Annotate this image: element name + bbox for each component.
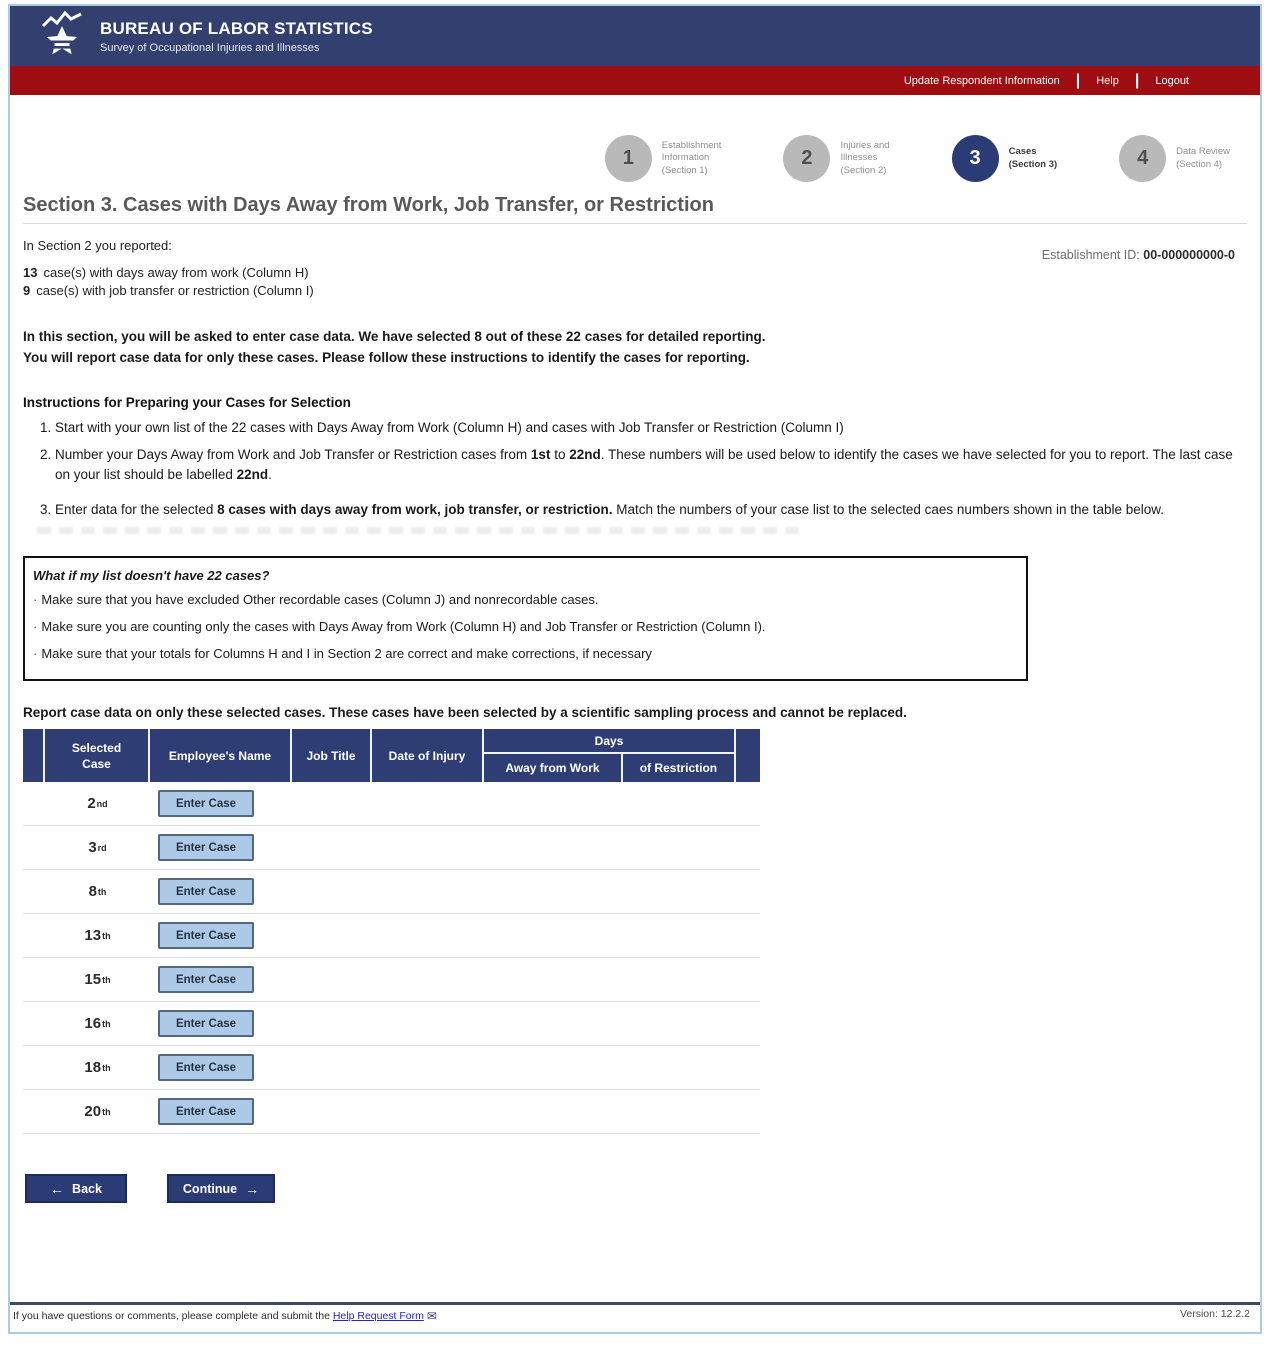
top-nav-bar [10, 66, 1260, 95]
column-header-of-restriction: of Restriction [639, 761, 718, 776]
progress-steps [10, 135, 1230, 182]
column-header-date-of-injury: Date of Injury [372, 729, 484, 782]
column-group-days [484, 729, 736, 782]
selected-case-ordinal: 3 rd [88, 839, 107, 857]
application-window [8, 4, 1262, 1334]
help-link[interactable]: Help [1096, 74, 1119, 87]
faq-bullet-3: · Make sure that your totals for Columns H and I in Section 2 are correct and make corrections, if necessary [33, 645, 1014, 663]
enter-case-button[interactable]: Enter Case [158, 878, 254, 905]
help-request-form-link[interactable]: Help Request Form [332, 1310, 424, 1322]
version-label: Version: 12.2.2 [1179, 1308, 1250, 1320]
faq-box [23, 556, 1028, 682]
enter-case-button[interactable]: Enter Case [158, 1098, 254, 1125]
instruction-item-1: 1. Start with your own list of the 22 cases with Days Away from Work (Column H) and cases with Job Transfer or Restriction (Column I) [55, 418, 1247, 438]
footer-help-text: If you have questions or comments, please complete and submit the Help Request Form ✉ [13, 1309, 437, 1323]
step-data-review[interactable] [1119, 135, 1230, 182]
column-header-employee-name: Employee's Name [150, 729, 292, 782]
step-injuries-illnesses[interactable] [783, 135, 889, 182]
selected-case-ordinal: 15 th [84, 971, 111, 989]
column-header-away-from-work: Away from Work [484, 754, 623, 782]
enter-case-button[interactable]: Enter Case [158, 834, 254, 861]
selected-case-ordinal: 2 nd [87, 795, 108, 813]
bls-star-logo-icon [40, 10, 86, 62]
section-intro-paragraph: In this section, you will be asked to enter case data. We have selected 8 out of these 22 cases for detailed reporting. You will report case data for only these cases. Please follow these instructions to identify the cases for reporting. [23, 329, 766, 365]
back-button[interactable]: ← Back [25, 1174, 127, 1203]
instructions-list [41, 418, 1247, 520]
step-3-label: Cases (Section 3) [1008, 146, 1058, 170]
section2-summary [23, 238, 314, 301]
app-title: BUREAU OF LABOR STATISTICS [100, 18, 373, 38]
selected-cases-table [23, 729, 760, 1134]
faq-question: What if my list doesn't have 22 cases? [33, 567, 270, 583]
enter-case-button[interactable]: Enter Case [158, 922, 254, 949]
table-row [23, 914, 760, 958]
selected-case-ordinal: 18 th [84, 1059, 111, 1077]
job-transfer-count-line: 9 case(s) with job transfer or restriction (Column I) [23, 283, 314, 298]
instructions-heading: Instructions for Preparing your Cases for Selection [23, 394, 351, 410]
page-footer [10, 1302, 1260, 1332]
envelope-icon: ✉ [426, 1309, 437, 1323]
enter-case-button[interactable]: Enter Case [158, 1010, 254, 1037]
faq-bullet-2: · Make sure you are counting only the cases with Days Away from Work (Column H) and Job Transfer or Restriction (Column I). [33, 618, 1014, 636]
step-establishment-information[interactable] [605, 135, 722, 182]
table-row [23, 870, 760, 914]
selected-case-ordinal: 20 th [84, 1103, 111, 1121]
table-row [23, 1002, 760, 1046]
step-cases-current[interactable] [952, 135, 1058, 182]
days-away-count-line: 13 case(s) with days away from work (Column H) [23, 265, 309, 280]
report-note: Report case data on only these selected cases. These cases have been selected by a scientific sampling process and cannot be replaced. [23, 705, 907, 721]
step-1-circle: 1 [605, 135, 652, 182]
table-row [23, 1090, 760, 1134]
header-left-spacer [23, 729, 45, 782]
step-3-circle: 3 [952, 135, 999, 182]
column-header-days: Days [484, 729, 734, 754]
continue-button[interactable]: Continue → [167, 1174, 275, 1203]
enter-case-button[interactable]: Enter Case [158, 1054, 254, 1081]
table-row [23, 958, 760, 1002]
blurred-text-artifact [37, 527, 807, 534]
establishment-id: Establishment ID: 00-000000000-0 [1041, 248, 1235, 262]
table-row [23, 782, 760, 826]
step-2-label: Injuries and Illnesses (Section 2) [840, 139, 890, 176]
column-header-job-title: Job Title [292, 729, 372, 782]
faq-bullet-1: · Make sure that you have excluded Other recordable cases (Column J) and nonrecordable cases. [33, 591, 1014, 609]
page-title: Section 3. Cases with Days Away from Work, Job Transfer, or Restriction [23, 194, 1247, 224]
header-right-spacer [736, 729, 760, 782]
step-4-label: Data Review (Section 4) [1176, 146, 1230, 170]
back-arrow-icon: ← [50, 1180, 65, 1197]
logout-link[interactable]: Logout [1155, 74, 1189, 87]
enter-case-button[interactable]: Enter Case [158, 790, 254, 817]
column-header-selected-case: Selected Case [45, 729, 150, 782]
selected-case-ordinal: 16 th [84, 1015, 111, 1033]
selected-case-ordinal: 13 th [84, 927, 111, 945]
table-header [23, 729, 760, 782]
instruction-item-3: 3. Enter data for the selected 8 cases with days away from work, job transfer, or restriction. Match the numbers of your case list to the selected caes numbers shown in the table below. [55, 500, 1247, 520]
table-row [23, 826, 760, 870]
instruction-item-2: 2. Number your Days Away from Work and Job Transfer or Restriction cases from 1st to 22nd. These numbers will be used below to identify the cases we have selected for you to report. The last case on your list should be labelled 22nd. [55, 445, 1247, 486]
step-2-circle: 2 [783, 135, 830, 182]
update-respondent-link[interactable]: Update Respondent Information [903, 74, 1060, 87]
nav-divider: | [1134, 71, 1140, 89]
continue-arrow-icon: → [245, 1180, 260, 1197]
step-4-circle: 4 [1119, 135, 1166, 182]
masthead [10, 6, 1260, 66]
section2-summary-intro: In Section 2 you reported: [23, 238, 172, 253]
step-1-label: Establishment Information (Section 1) [661, 139, 722, 176]
selected-case-ordinal: 8 th [88, 883, 107, 901]
enter-case-button[interactable]: Enter Case [158, 966, 254, 993]
app-subtitle: Survey of Occupational Injuries and Illnesses [100, 41, 320, 54]
nav-divider: | [1075, 71, 1081, 89]
table-body [23, 782, 760, 1134]
table-row [23, 1046, 760, 1090]
navigation-actions [25, 1174, 1247, 1203]
